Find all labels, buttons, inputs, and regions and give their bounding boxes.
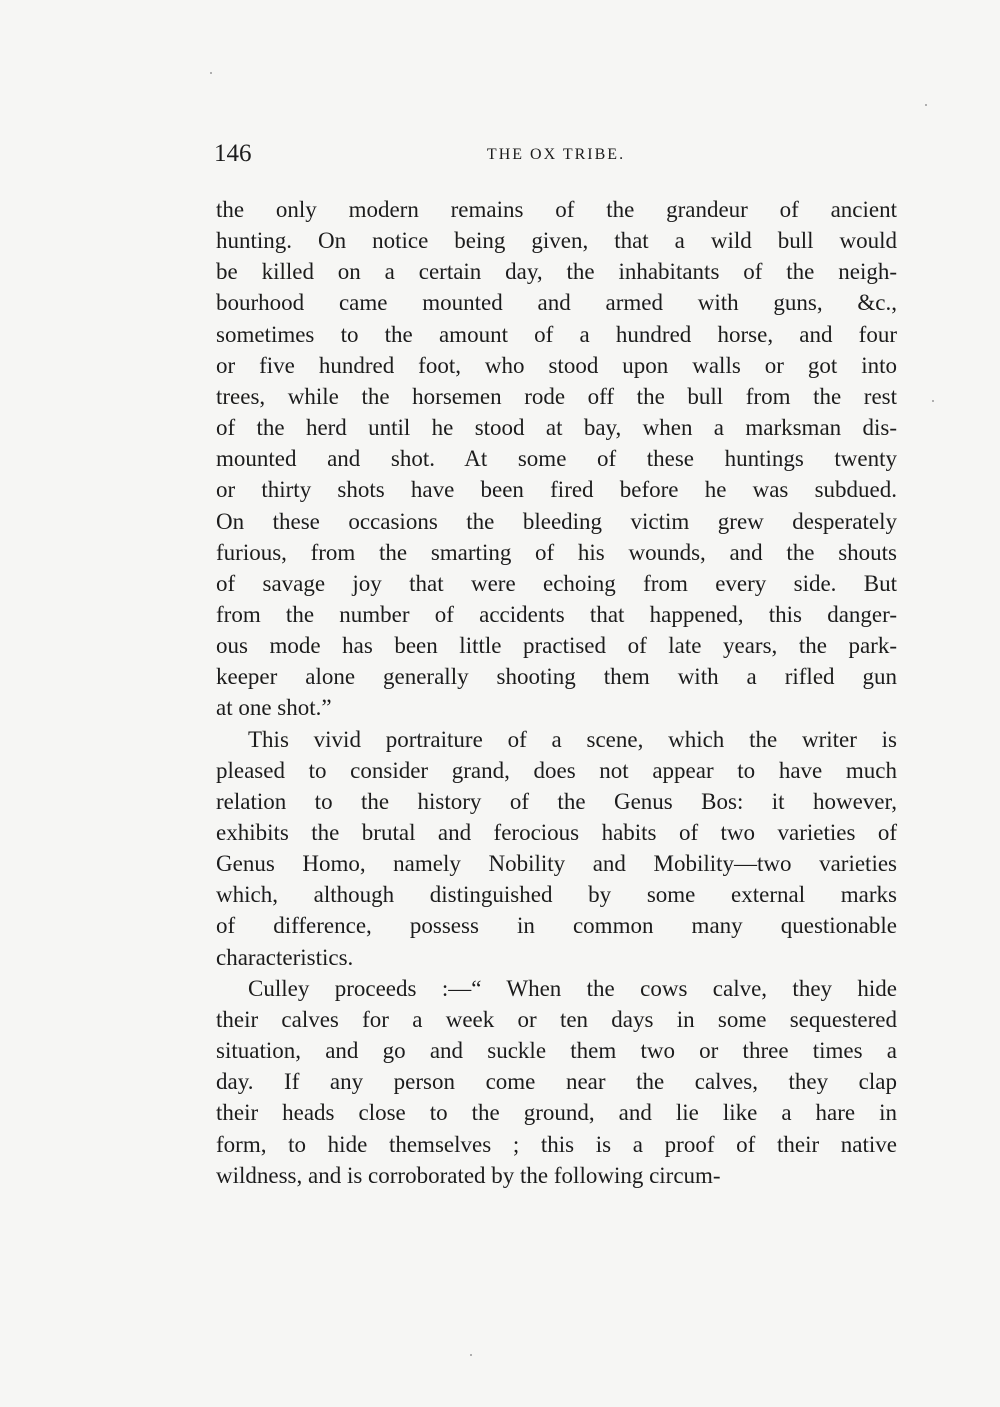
text-line: wildness, and is corroborated by the following circum- [216, 1162, 721, 1188]
scan-speck [470, 1354, 472, 1356]
text-line: or five hundred foot, who stood upon walls or got into [216, 352, 897, 378]
text-line: of difference, possess in common many questionable [216, 913, 897, 939]
text-line: characteristics. [216, 944, 354, 970]
text-line: On these occasions the bleeding victim grew desperately [216, 508, 897, 534]
text-line: exhibits the brutal and ferocious habits of two varieties of [216, 820, 897, 845]
text-line: their calves for a week or ten days in some sequestered [216, 1006, 897, 1032]
text-line: furious, from the smarting of his wounds, and the shouts [216, 539, 897, 565]
text-line: Culley proceeds :—“ When the cows calve, they hide [248, 975, 897, 1001]
text-line: their heads close to the ground, and lie like a hare in [216, 1100, 897, 1126]
scan-speck [932, 400, 934, 402]
page-number: 146 [214, 140, 252, 167]
scan-speck [210, 72, 212, 74]
text-line: relation to the history of the Genus Bos: it however, [216, 788, 897, 814]
text-line: from the number of accidents that happened, this danger- [216, 601, 897, 627]
page-header [214, 140, 898, 180]
scan-speck [925, 104, 927, 106]
text-line: mounted and shot. At some of these huntings twenty [216, 446, 897, 472]
text-line: of the herd until he stood at bay, when a marksman dis- [216, 415, 897, 441]
text-line: pleased to consider grand, does not appear to have much [216, 757, 897, 783]
text-line: situation, and go and suckle them two or three times a [216, 1038, 897, 1064]
text-line: day. If any person come near the calves, they clap [216, 1069, 897, 1095]
text-line: at one shot.” [216, 695, 332, 721]
text-line: or thirty shots have been fired before he was subdued. [216, 477, 897, 503]
text-line: which, although distinguished by some external marks [216, 882, 897, 908]
running-head: THE OX TRIBE. [486, 146, 626, 163]
text-line: keeper alone generally shooting them with a rifled gun [216, 664, 897, 690]
text-line: of savage joy that were echoing from every side. But [216, 570, 897, 596]
text-line: hunting. On notice being given, that a wild bull would [216, 228, 897, 254]
text-line: ous mode has been little practised of late years, the park- [216, 633, 897, 659]
text-line: This vivid portraiture of a scene, which the writer is [248, 726, 897, 752]
text-line: Genus Homo, namely Nobility and Mobility—two varieties [216, 851, 897, 877]
text-line: form, to hide themselves ; this is a proof of their native [216, 1131, 897, 1157]
text-line: sometimes to the amount of a hundred horse, and four [216, 321, 897, 347]
text-line: trees, while the horsemen rode off the bull from the rest [216, 383, 897, 409]
text-line: be killed on a certain day, the inhabitants of the neigh- [216, 259, 897, 285]
text-line: bourhood came mounted and armed with guns, &c., [216, 290, 897, 316]
text-line: the only modern remains of the grandeur of ancient [216, 197, 897, 222]
